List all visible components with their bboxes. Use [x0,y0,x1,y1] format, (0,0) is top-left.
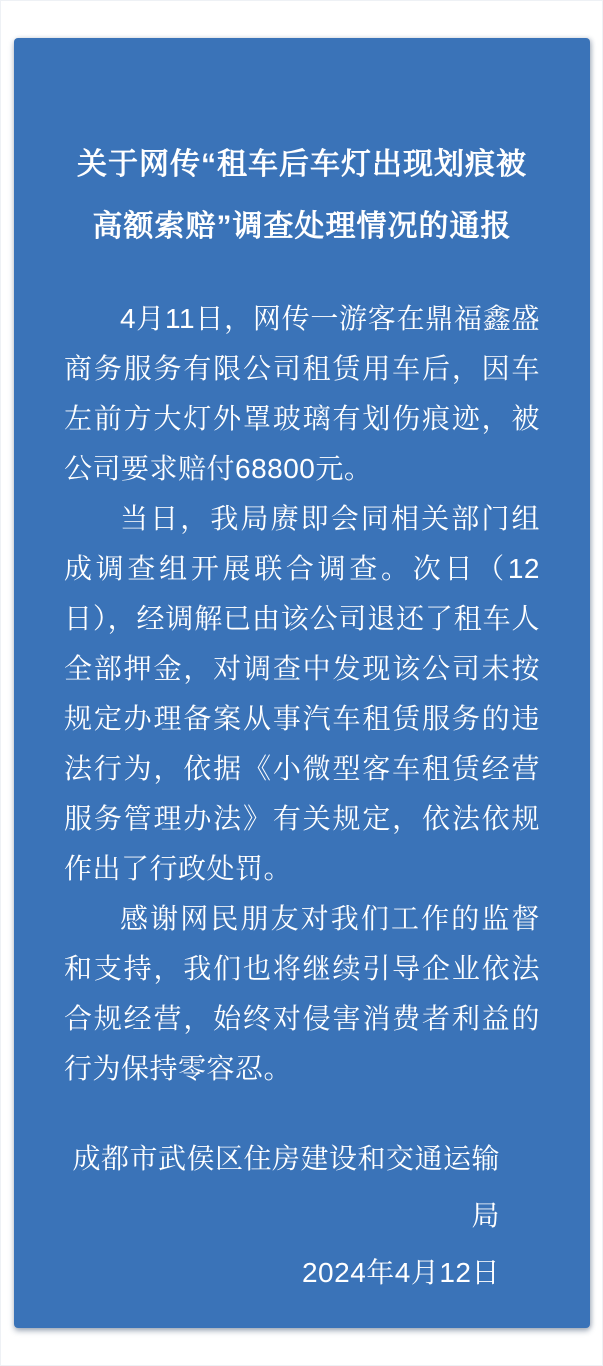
notice-card [14,38,590,1328]
notice-date: 2024年4月12日 [301,1257,500,1288]
notice-title [64,134,540,258]
notice-title-line-1: 关于网传“租车后车灯出现划痕被 [77,148,527,181]
notice-paragraph-1: 4月11日，网传一游客在鼎福鑫盛商务服务有限公司租赁用车后，因车左前方大灯外罩玻璃有划伤痕迹，被公司要求赔付68800元。 [64,303,540,484]
issuing-agency: 成都市武侯区住房建设和交通运输局 [72,1143,500,1231]
notice-body [64,294,540,1094]
notice-paragraph-3: 感谢网民朋友对我们工作的监督和支持，我们也将继续引导企业依法合规经营，始终对侵害消费者利益的行为保持零容忍。 [64,903,540,1084]
notice-title-line-2: 高额索赔”调查处理情况的通报 [92,210,512,243]
notice-signature-block [64,1130,540,1301]
notice-paragraph-2: 当日，我局赓即会同相关部门组成调查组开展联合调查。次日（12日），经调解已由该公司退还了租车人全部押金，对调查中发现该公司未按规定办理备案从事汽车租赁服务的违法行为，依据《小微型客车租赁经营服务管理办法》有关规定，依法依规作出了行政处罚。 [64,503,540,884]
